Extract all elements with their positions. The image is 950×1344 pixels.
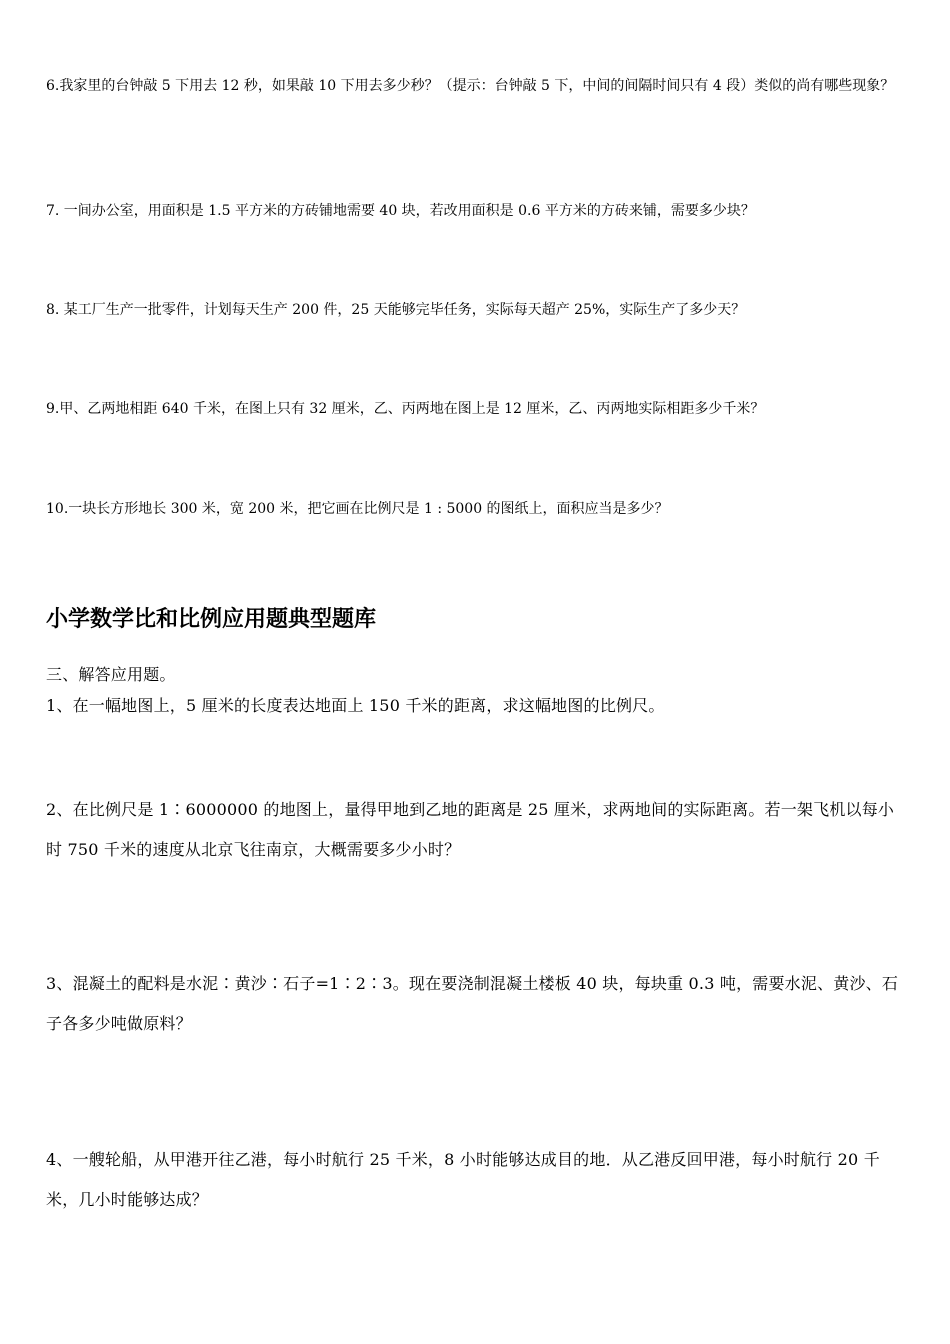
question-4: 4、一艘轮船，从甲港开往乙港，每小时航行 25 千米，8 小时能够达成目的地．从乙港反回甲港，每小时航行 20 千米，几小时能够达成？ <box>46 1150 880 1209</box>
question-2: 2、在比例尺是 1∶6000000 的地图上，量得甲地到乙地的距离是 25 厘米，求两地间的实际距离。若一架飞机以每小时 750 千米的速度从北京飞往南京，大概需要多少小时？ <box>46 800 895 859</box>
question-9: 9.甲、乙两地相距 640 千米，在图上只有 32 厘米，乙、丙两地在图上是 12 厘米，乙、丙两地实际相距多少千米？ <box>46 401 765 417</box>
question-7: 7. 一间办公室，用面积是 1.5 平方米的方砖铺地需要 40 块，若改用面积是 0.6 平方米的方砖来铺，需要多少块？ <box>46 203 755 219</box>
question-3: 3、混凝土的配料是水泥∶黄沙∶石子=1∶2∶3。现在要浇制混凝土楼板 40 块，每块重 0.3 吨，需要水泥、黄沙、石子各多少吨做原料？ <box>46 974 899 1033</box>
question-10: 10.一块长方形地长 300 米，宽 200 米，把它画在比例尺是 1 : 5000 的图纸上，面积应当是多少？ <box>46 501 669 517</box>
section-heading: 三、解答应用题。 <box>46 665 176 684</box>
question-6: 6.我家里的台钟敲 5 下用去 12 秒，如果敲 10 下用去多少秒？（提示：台钟敲 5 下，中间的间隔时间只有 4 段）类似的尚有哪些现象？ <box>46 78 895 94</box>
page-title: 小学数学比和比例应用题典型题库 <box>46 607 377 632</box>
question-1: 1、在一幅地图上，5 厘米的长度表达地面上 150 千米的距离，求这幅地图的比例尺。 <box>46 696 665 715</box>
question-8: 8. 某工厂生产一批零件，计划每天生产 200 件，25 天能够完毕任务，实际每天超产 25%，实际生产了多少天？ <box>46 302 746 318</box>
